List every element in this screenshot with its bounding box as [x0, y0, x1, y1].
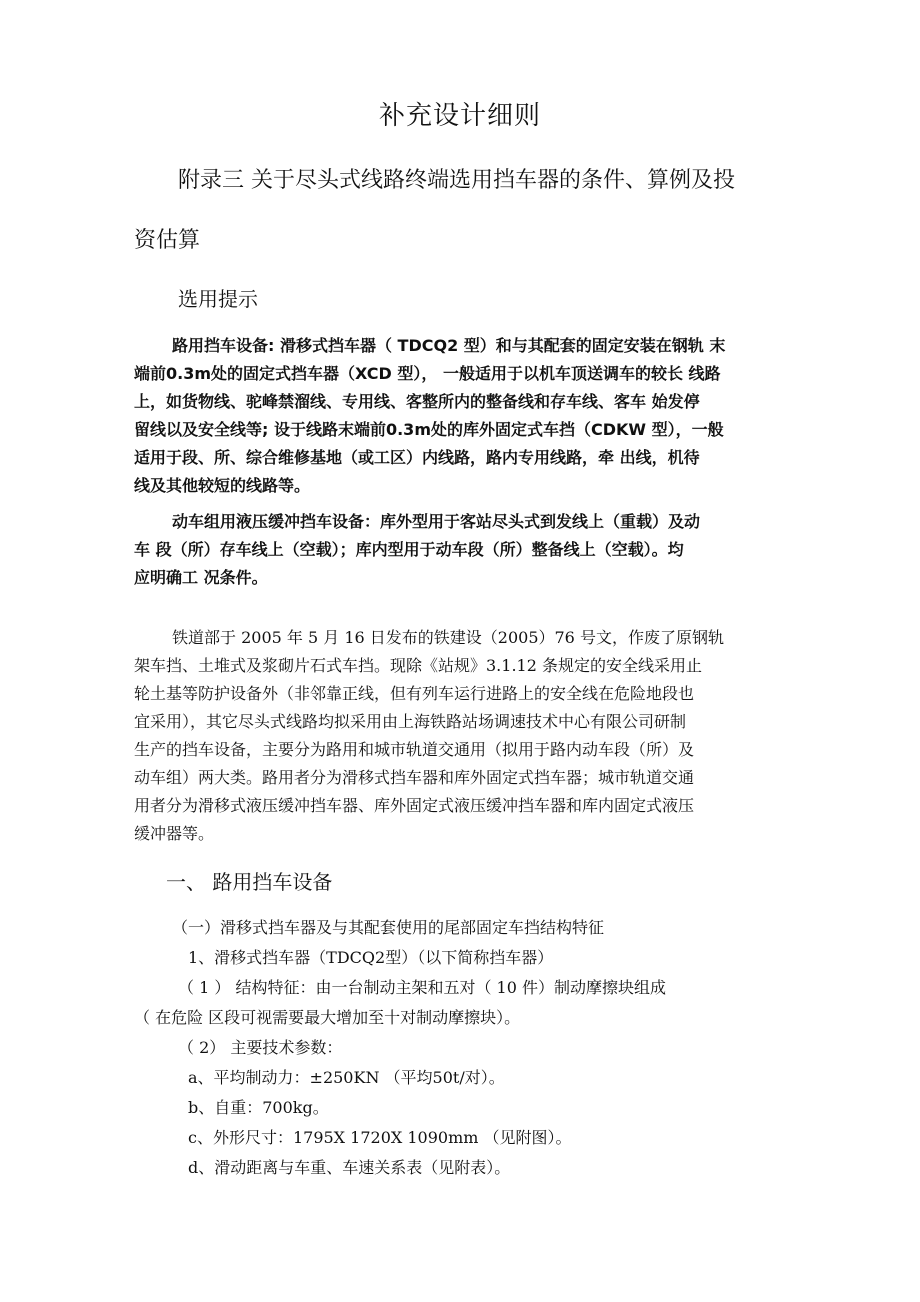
structure-feature-line1: （ 1 ） 结构特征：由一台制动主架和五对（ 10 件）制动摩擦块组成 [178, 978, 666, 997]
tip-paragraph-2 [134, 508, 700, 592]
text-line: 端前0.3m处的固定式挡车器（XCD 型）， 一般适用于以机车顶送调车的较长 线路 [134, 364, 721, 383]
structure-feature-line2: （ 在危险 区段可视需要最大增加至十对制动摩擦块）。 [134, 1008, 521, 1027]
text-line: 车 段（所）存车线上（空载）；库内型用于动车段（所）整备线上（空载）。均 [134, 540, 684, 559]
text-line: 上，如货物线、驼峰禁溜线、专用线、客整所内的整备线和存车线、客车 始发停 [134, 392, 700, 411]
item-heading: 1、滑移式挡车器（TDCQ2型）（以下简称挡车器） [188, 948, 554, 967]
param-b: b、自重：700kg。 [188, 1098, 329, 1117]
text-line: 铁道部于 2005 年 5 月 16 日发布的铁建设（2005）76 号文，作废了原钢轨 [172, 628, 724, 647]
text-line: 生产的挡车设备，主要分为路用和城市轨道交通用（拟用于路内动车段（所）及 [134, 740, 695, 759]
param-a: a、平均制动力：±250KN （平均50t/对）。 [188, 1068, 505, 1087]
text-line: 轮土基等防护设备外（非邻靠正线，但有列车运行进路上的安全线在危险地段也 [134, 684, 695, 703]
text-line: 路用挡车设备: 滑移式挡车器（ TDCQ2 型）和与其配套的固定安装在钢轨 末 [172, 336, 726, 355]
text-line: 应明确工 况条件。 [134, 568, 268, 587]
appendix-title-line2: 资估算 [134, 228, 201, 253]
tech-params-heading: （ 2） 主要技术参数： [178, 1038, 343, 1057]
text-line: 架车挡、土堆式及浆砌片石式车挡。现除《站规》3.1.12 条规定的安全线采用止 [134, 656, 702, 675]
section-heading-tip: 选用提示 [178, 287, 258, 311]
section-heading-one: 一、 路用挡车设备 [166, 870, 333, 894]
tip-paragraph-1 [134, 332, 725, 500]
intro-paragraph [134, 624, 724, 848]
text-line: 线及其他较短的线路等。 [134, 476, 311, 495]
subsection-heading: （一）滑移式挡车器及与其配套使用的尾部固定车挡结构特征 [172, 918, 605, 937]
param-c: c、外形尺寸：1795X 1720X 1090mm （见附图）。 [188, 1128, 572, 1147]
text-line: 适用于段、所、综合维修基地（或工区）内线路，路内专用线路，牵 出线，机待 [134, 448, 700, 467]
param-d: d、滑动距离与车重、车速关系表（见附表）。 [188, 1158, 511, 1177]
text-line: 动车组）两大类。路用者分为滑移式挡车器和库外固定式挡车器；城市轨道交通 [134, 768, 695, 787]
page-title: 补充设计细则 [378, 101, 541, 131]
text-line: 用者分为滑移式液压缓冲挡车器、库外固定式液压缓冲挡车器和库内固定式液压 [134, 796, 695, 815]
text-line: 动车组用液压缓冲挡车设备：库外型用于客站尽头式到发线上（重载）及动 [172, 512, 701, 531]
appendix-title-line1: 附录三 关于尽头式线路终端选用挡车器的条件、算例及投 [178, 168, 735, 193]
text-line: 缓冲器等。 [134, 824, 215, 843]
text-line: 宜采用），其它尽头式线路均拟采用由上海铁路站场调速技术中心有限公司研制 [134, 712, 687, 731]
text-line: 留线以及安全线等; 设于线路末端前0.3m处的库外固定式车挡（CDKW 型），一般 [134, 420, 724, 439]
